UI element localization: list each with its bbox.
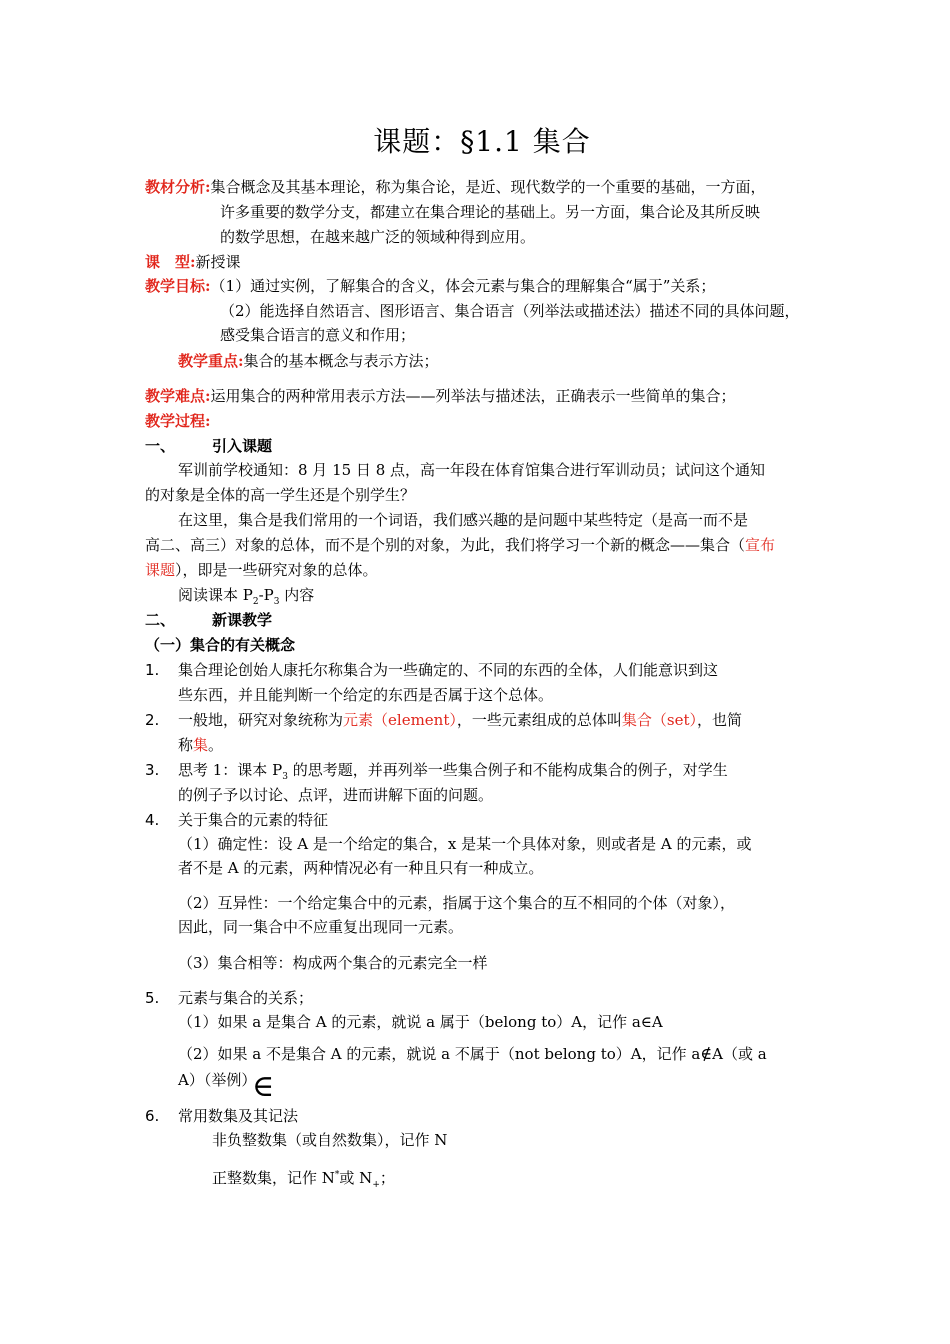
item4-p1-line2: 者不是 A 的元素，两种情况必有一种且只有一种成立。 <box>178 859 544 877</box>
item5-p2-text-b: A（或 a <box>712 1045 767 1063</box>
item2-number: 2. <box>145 711 160 729</box>
item6-natural-numbers: 非负整数集（或自然数集），记作 N <box>212 1131 448 1149</box>
item4-p2-line2: 因此，同一集合中不应重复出现同一元素。 <box>178 918 464 936</box>
difficulties <box>145 384 736 408</box>
goals-line-1 <box>145 274 715 298</box>
item2-set-term: 集合（set） <box>621 711 697 729</box>
section1-p2-line3 <box>145 558 378 582</box>
item2-line1 <box>178 708 742 732</box>
item4-number: 4. <box>145 811 160 829</box>
item1-line2: 些东西，并且能判断一个给定的东西是否属于这个总体。 <box>178 686 554 704</box>
analysis-text-1: 集合概念及其基本理论，称为集合论，是近、现代数学的一个重要的基础，一方面， <box>210 178 766 196</box>
item6-l2-text-c: ； <box>379 1169 395 1187</box>
item6-positive-integers <box>212 1163 395 1197</box>
item5-number: 5. <box>145 989 160 1007</box>
item5-p2-text-a: （2）如果 a 不是集合 A 的元素，就说 a 不属于（not belong to）A，记作 a <box>178 1045 701 1063</box>
goals-label: 教学目标: <box>145 277 211 295</box>
item2-line2 <box>178 733 223 757</box>
key-points <box>178 349 439 373</box>
item3-line2: 的例子予以讨论、点评，进而讲解下面的问题。 <box>178 786 494 804</box>
section2-number: 二、 <box>145 611 176 629</box>
item1-line1: 集合理论创始人康托尔称集合为一些确定的、不同的东西的全体，人们能意识到这 <box>178 661 719 679</box>
analysis-text-3: 的数学思想，在越来越广泛的领域种得到应用。 <box>220 228 536 246</box>
process-label: 教学过程: <box>145 412 211 430</box>
section1-p2-line1: 在这里，集合是我们常用的一个词语，我们感兴趣的是问题中某些特定（是高一而不是 <box>178 511 749 529</box>
item2-ji-term: 集 <box>193 736 209 754</box>
item6-title: 常用数集及其记法 <box>178 1107 299 1125</box>
element-of-symbol: ∈ <box>252 1069 275 1104</box>
analysis-text-2: 许多重要的数学分支，都建立在集合理论的基础上。另一方面，集合论及其所反映 <box>220 203 761 221</box>
item2-text-b: ，一些元素组成的总体叫 <box>456 711 622 729</box>
item6-l2-sub: + <box>372 1180 380 1190</box>
item2-text-d: 称 <box>178 736 194 754</box>
section1-p3-c: 内容 <box>279 586 315 604</box>
analysis-line-1 <box>145 175 766 199</box>
item6-l2-text-a: 正整数集，记作 N <box>212 1169 335 1187</box>
item5-p2-line1 <box>178 1042 767 1066</box>
goals-text-1: （1）通过实例，了解集合的含义，体会元素与集合的理解集合“属于”关系； <box>210 277 716 295</box>
item4-p3: （3）集合相等：构成两个集合的元素完全一样 <box>178 954 488 972</box>
lesson-type-label: 课 型: <box>145 253 196 271</box>
item5-title: 元素与集合的关系； <box>178 989 314 1007</box>
item2-text-c: ，也简 <box>696 711 742 729</box>
key-points-label: 教学重点: <box>178 352 244 370</box>
section1-p2-text-3: ），即是一些研究对象的总体。 <box>175 561 378 579</box>
item6-l2-sup: * <box>334 1170 340 1180</box>
item1-number: 1. <box>145 661 160 679</box>
item5-p2-line2: A）（举例） <box>178 1071 257 1089</box>
difficulties-value: 运用集合的两种常用表示方法——列举法与描述法，正确表示一些简单的集合； <box>210 387 736 405</box>
section1-p3-sub2: 3 <box>273 597 280 607</box>
item3-text-a: 思考 1：课本 P <box>178 761 283 779</box>
difficulties-label: 教学难点: <box>145 387 211 405</box>
section2-subtitle: （一）集合的有关概念 <box>145 636 296 654</box>
section1-p3-b: -P <box>258 586 274 604</box>
item4-title: 关于集合的元素的特征 <box>178 811 329 829</box>
item6-number: 6. <box>145 1107 160 1125</box>
section1-p3-a: 阅读课本 P <box>178 586 253 604</box>
section1-p3-sub1: 2 <box>252 597 259 607</box>
section1-number: 一、 <box>145 437 176 455</box>
lesson-type-value: 新授课 <box>195 253 241 271</box>
section1-p1-line1: 军训前学校通知：8 月 15 日 8 点，高一年段在体育馆集合进行军训动员；试问这个通知 <box>178 461 766 479</box>
item3-number: 3. <box>145 761 160 779</box>
section1-title: 引入课题 <box>212 437 273 455</box>
section1-p2-line2 <box>145 533 775 557</box>
goals-text-3: 感受集合语言的意义和作用； <box>220 326 416 344</box>
section1-p2-text: 高二、高三）对象的总体，而不是个别的对象，为此，我们将学习一个新的概念——集合（ <box>145 536 746 554</box>
section2-title: 新课教学 <box>212 611 273 629</box>
page-title: 课题：§1.1 集合 <box>373 125 591 158</box>
item6-l2-text-b: 或 N <box>339 1169 373 1187</box>
analysis-label: 教材分析: <box>145 178 211 196</box>
section1-p2-highlight-1: 宣布 <box>745 536 776 554</box>
not-element-of-symbol: ∉ <box>700 1044 713 1063</box>
item4-p2-line1: （2）互异性：一个给定集合中的元素，指属于这个集合的互不相同的个体（对象）， <box>178 894 736 912</box>
item2-text-e: 。 <box>208 736 224 754</box>
section1-p2-highlight-2: 课题 <box>145 561 176 579</box>
item3-sub: 3 <box>282 772 288 782</box>
section1-p1-line2: 的对象是全体的高一学生还是个别学生？ <box>145 486 416 504</box>
key-points-value: 集合的基本概念与表示方法； <box>243 352 439 370</box>
goals-text-2: （2）能选择自然语言、图形语言、集合语言（列举法或描述法）描述不同的具体问题， <box>220 302 800 320</box>
item2-text-a: 一般地，研究对象统称为 <box>178 711 344 729</box>
item5-p1: （1）如果 a 是集合 A 的元素，就说 a 属于（belong to）A，记作 a∈A <box>178 1013 663 1031</box>
item4-p1-line1: （1）确定性：设 A 是一个给定的集合，x 是某一个具体对象，则或者是 A 的元素，或 <box>178 835 752 853</box>
item2-element-term: 元素（element） <box>343 711 457 729</box>
item3-text-b: 的思考题，并再列举一些集合例子和不能构成集合的例子，对学生 <box>287 761 728 779</box>
lesson-type <box>145 250 241 274</box>
